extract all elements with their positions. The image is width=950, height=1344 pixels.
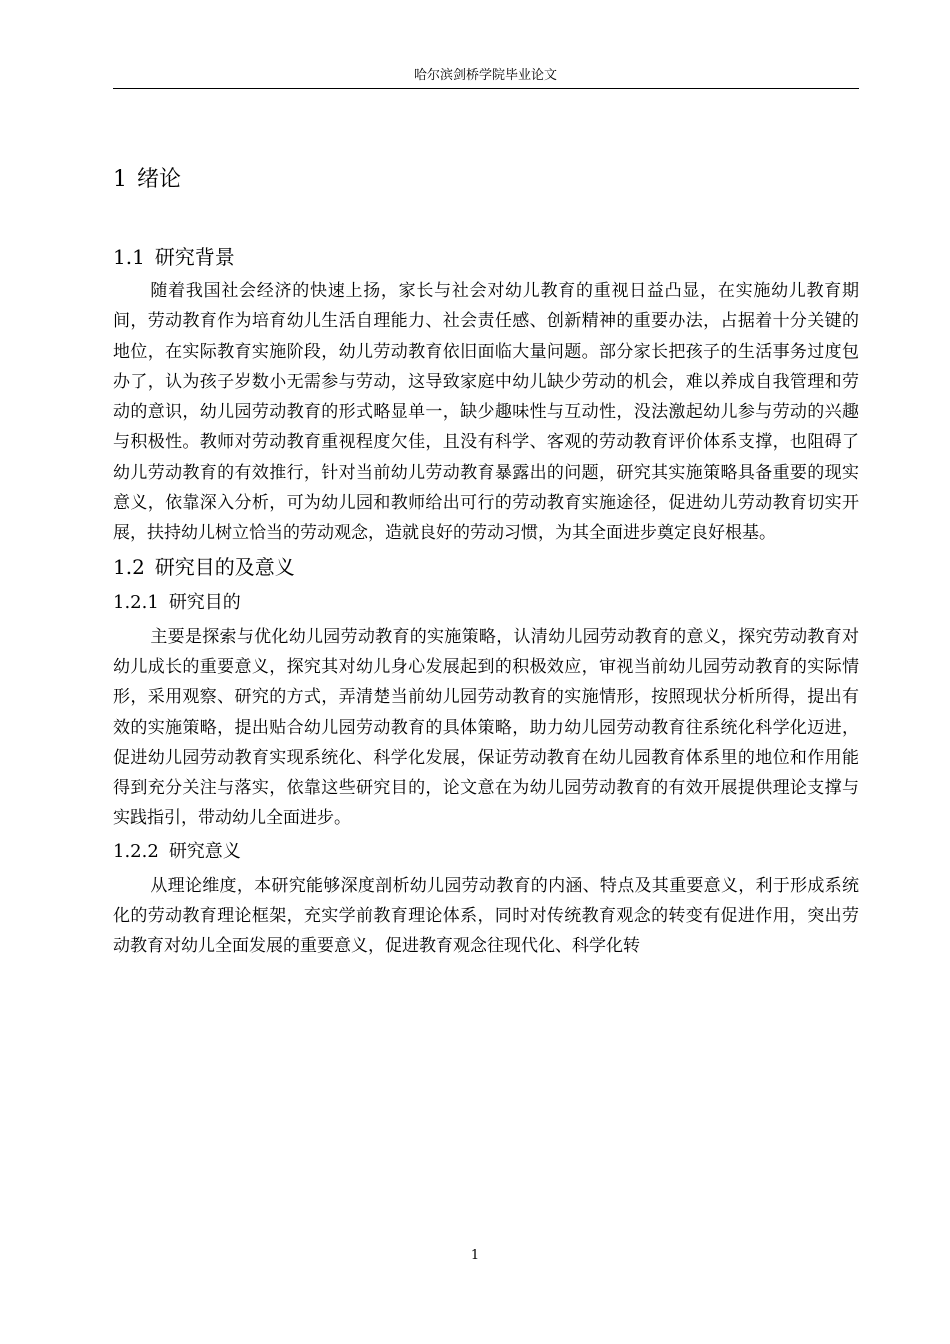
- paragraph-background: 随着我国社会经济的快速上扬，家长与社会对幼儿教育的重视日益凸显，在实施幼儿教育期间，劳动教育作为培育幼儿生活自理能力、社会责任感、创新精神的重要办法，占据着十分关键的地位，在实际教育实施阶段，幼儿劳动教育依旧面临大量问题。部分家长把孩子的生活事务过度包办了，认为孩子岁数小无需参与劳动，这导致家庭中幼儿缺少劳动的机会，难以养成自我管理和劳动的意识，幼儿园劳动教育的形式略显单一，缺少趣味性与互动性，没法激起幼儿参与劳动的兴趣与积极性。教师对劳动教育重视程度欠佳，且没有科学、客观的劳动教育评价体系支撑，也阻碍了幼儿劳动教育的有效推行，针对当前幼儿劳动教育暴露出的问题，研究其实施策略具备重要的现实意义，依靠深入分析，可为幼儿园和教师给出可行的劳动教育实施途径，促进幼儿劳动教育切实开展，扶持幼儿树立恰当的劳动观念，造就良好的劳动习惯，为其全面进步奠定良好根基。: [113, 281, 859, 544]
- section-number: 1.1: [113, 245, 145, 269]
- header-rule: [113, 88, 859, 89]
- subsection-number: 1.2.1: [113, 591, 159, 613]
- chapter-number: 1: [113, 167, 127, 192]
- running-header: 哈尔滨剑桥学院毕业论文: [413, 68, 557, 83]
- section-number: 1.2: [113, 554, 145, 579]
- chapter-heading: [113, 160, 859, 200]
- paragraph-purpose: 主要是探索与优化幼儿园劳动教育的实施策略，认清幼儿园劳动教育的意义，探究劳动教育对幼儿成长的重要意义，探究其对幼儿身心发展起到的积极效应，审视当前幼儿园劳动教育的实际情形，采用观察、研究的方式，弄清楚当前幼儿园劳动教育的实施情形，按照现状分析所得，提出有效的实施策略，提出贴合幼儿园劳动教育的具体策略，助力幼儿园劳动教育往系统化科学化迈进，促进幼儿园劳动教育实现系统化、科学化发展，保证劳动教育在幼儿园教育体系里的地位和作用能得到充分关注与落实，依靠这些研究目的，论文意在为幼儿园劳动教育的有效开展提供理论支撑与实践指引，带动幼儿全面进步。: [113, 626, 859, 829]
- section-heading-1-2: [113, 550, 859, 584]
- section-title: 研究背景: [154, 245, 235, 269]
- page-number: 1: [470, 1248, 480, 1263]
- subsection-heading-1-2-1: [113, 586, 859, 620]
- paragraph-significance: 从理论维度，本研究能够深度剖析幼儿园劳动教育的内涵、特点及其重要意义，利于形成系统化的劳动教育理论框架，充实学前教育理论体系，同时对传统教育观念的转变有促进作用，突出劳动教育对幼儿全面发展的重要意义，促进教育观念往现代化、科学化转: [113, 875, 859, 957]
- section-title: 研究目的及意义: [154, 554, 295, 579]
- page-content: [113, 160, 859, 963]
- subsection-heading-1-2-2: [113, 835, 859, 869]
- subsection-number: 1.2.2: [113, 840, 159, 862]
- subsection-title: 研究意义: [168, 840, 241, 862]
- chapter-title: 绪论: [137, 167, 182, 192]
- section-heading-1-1: [113, 240, 859, 274]
- subsection-title: 研究目的: [168, 591, 241, 613]
